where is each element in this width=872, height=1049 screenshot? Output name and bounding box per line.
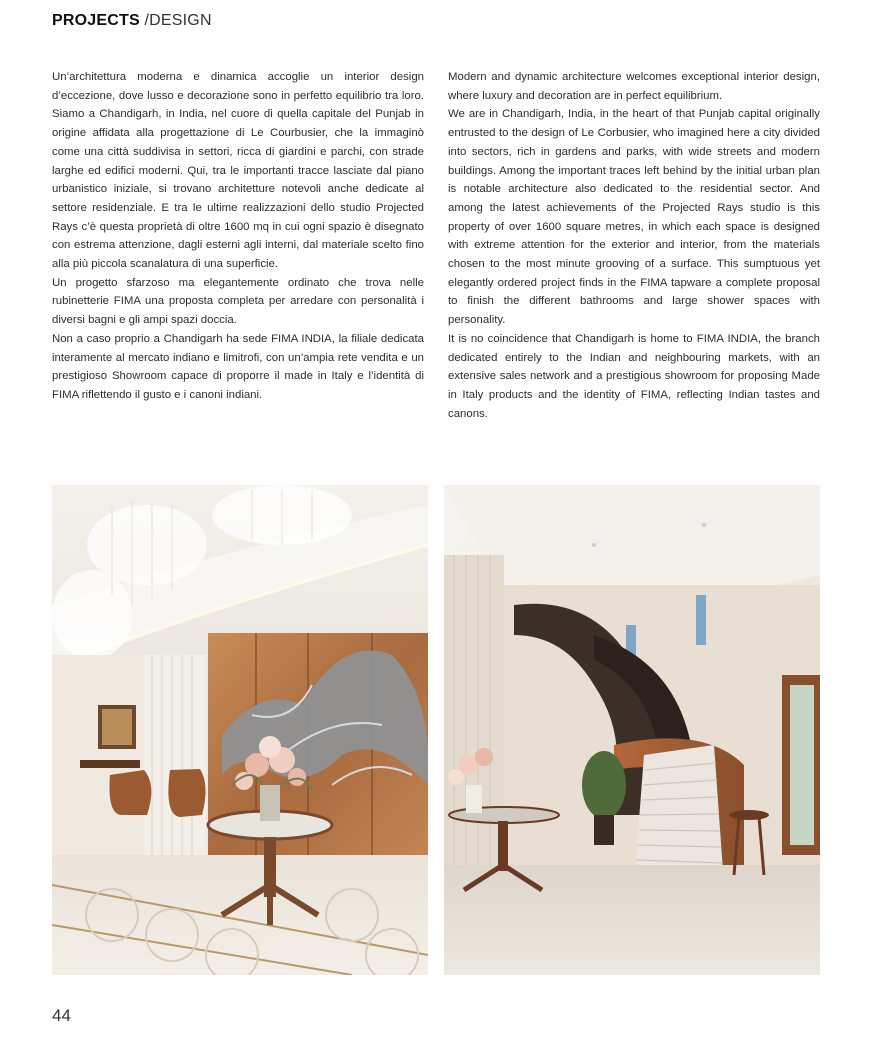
italian-text-column (52, 68, 424, 405)
page-number: 44 (52, 1006, 71, 1025)
english-paragraph: Modern and dynamic architecture welcomes exceptional interior design, where luxury and decoration are in perfect equilibrium. (448, 71, 820, 102)
english-paragraph: We are in Chandigarh, India, in the heart of that Punjab capital originally entrusted to the design of Le Corbusier, who imagined here a city divided into sectors, rich in gardens and parks, with wide streets and modern buildings. Among the important traces left behind by the initial urban plan is notable architecture also dedicated to the residential sector. And among the latest achievements of the Projected Rays studio is this property of over 1600 square metres, in which each space is designed with extreme attention for the exterior and interior, from the materials chosen to the most minute grooving of a surface. This sumptuous yet elegantly ordered project finds in the FIMA tapware a complete proposal to finish the different bathrooms and large shower spaces with personality. (448, 108, 820, 327)
section-title: PROJECTS (52, 12, 140, 29)
english-paragraph: It is no coincidence that Chandigarh is home to FIMA INDIA, the branch dedicated entirely to the Indian and neighbouring markets, with an extensive sales network and a prestigious showroom for proposing Made in Italy products and the identity of FIMA, reflecting Indian tastes and canons. (448, 332, 820, 420)
italian-paragraph: Non a caso proprio a Chandigarh ha sede FIMA INDIA, la filiale dedicata interamente al mercato indiano e limitrofi, con un’ampia rete vendita e un prestigioso Showroom capace di proporre il made in Italy e l’identità di FIMA riflettendo il gusto e i canoni indiani. (52, 332, 424, 401)
staircase-photo (444, 485, 820, 975)
subsection-title: DESIGN (149, 12, 212, 29)
header-separator: / (144, 12, 150, 29)
page-header (52, 12, 212, 30)
italian-paragraph: Un’architettura moderna e dinamica accoglie un interior design d’eccezione, dove lusso e decorazione sono in perfetto equilibrio tra loro. Siamo a Chandigarh, in India, nel cuore di quella capitale del Punjab in origine affidata alla progettazione di Le Courbusier, che la immaginò come una città suddivisa in settori, ricca di giardini e parchi, con strade larghe ed edifici moderni. Qui, tra le importanti tracce lasciate dal piano urbanistico iniziale, si trovano architetture notevoli anche dedicate al settore residenziale. E tra le ultime realizzazioni dello studio Projected Rays c’è questa proprietà di oltre 1600 mq in cui ogni spazio è disegnato con estrema attenzione, dagli esterni agli interni, dal materiale scelto fino alla più piccola scanalatura di una superficie. (52, 71, 424, 271)
italian-paragraph: Un progetto sfarzoso ma elegantemente ordinato che trova nelle rubinetterie FIMA una proposta completa per arredare con personalità i diversi bagni e gli ampi spazi doccia. (52, 276, 424, 327)
lobby-photo (52, 485, 428, 975)
english-text-column (448, 68, 820, 423)
